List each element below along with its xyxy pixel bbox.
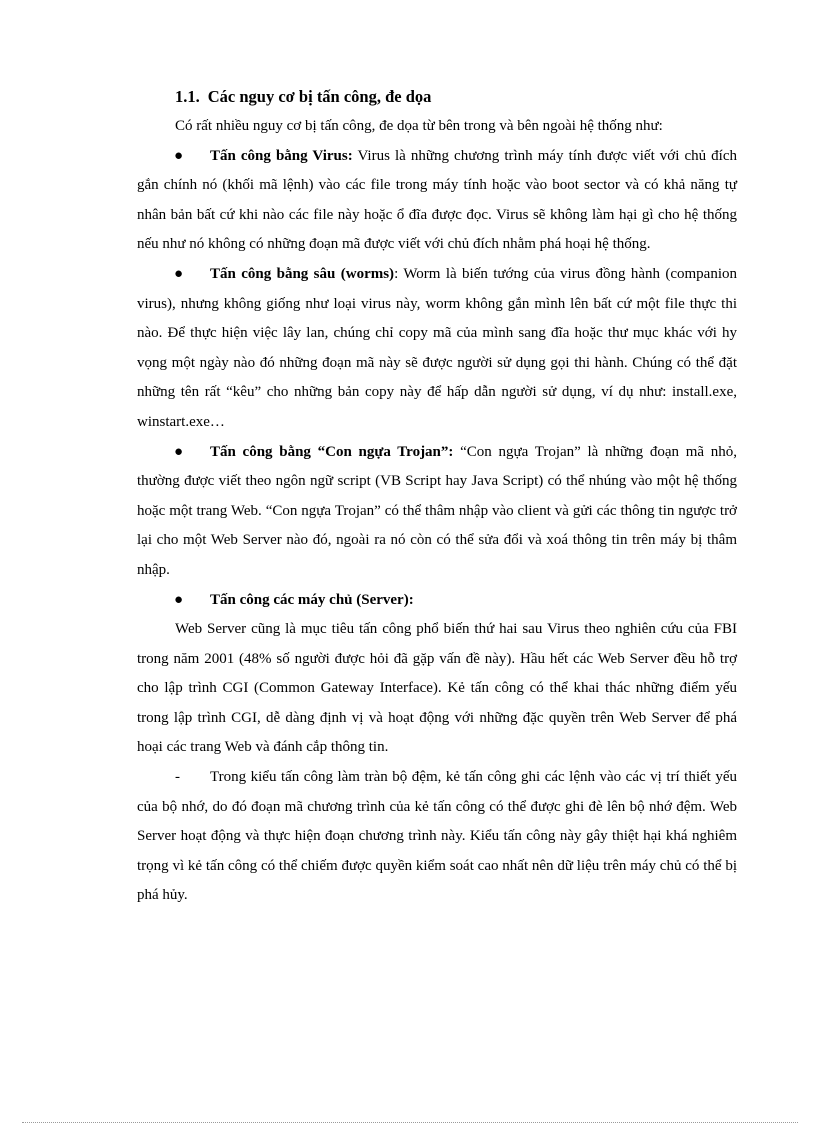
bullet-term: Tấn công bằng sâu (worms): [210, 265, 395, 282]
dash-item: [137, 763, 737, 911]
bullet-dot: ●: [174, 591, 184, 608]
bullet-trojan: [137, 438, 737, 586]
bullet-term: Tấn công bằng Virus:: [210, 147, 353, 164]
server-paragraph: Web Server cũng là mục tiêu tấn công phổ biến thứ hai sau Virus theo nghiên cứu của FBI trong năm 2001 (48% số người được hỏi đã gặp vấn đề này). Hầu hết các Web Server đều hỗ trợ cho lập trình CGI (Common Gateway Interface). Kẻ tấn công có thể khai thác những điểm yếu trong lập trình CGI, dễ dàng định vị và hoạt động với những đặc quyền trên Web Server để phá hoại các trang Web và đánh cắp thông tin.: [137, 621, 737, 756]
bullet-dot: ●: [174, 265, 184, 282]
section-number: 1.1.: [175, 87, 200, 106]
bullet-dot: ●: [174, 147, 184, 164]
section-heading: [175, 84, 737, 110]
bullet-virus: [137, 142, 737, 260]
dash-mark: -: [175, 769, 180, 786]
bullet-worms: [137, 260, 737, 438]
dash-text: Trong kiểu tấn công làm tràn bộ đệm, kẻ tấn công ghi các lệnh vào các vị trí thiết yếu của bộ nhớ, do đó đoạn mã chương trình của kẻ tấn công có thể được ghi đè lên bộ nhớ đệm. Web Server hoạt động và thực hiện đoạn chương trình này. Kiểu tấn công này gây thiệt hại khá nghiêm trọng vì kẻ tấn công có thể chiếm được quyền kiểm soát cao nhất nên dữ liệu trên máy chủ có thể bị phá hủy.: [137, 769, 737, 904]
bullet-term: Tấn công bằng “Con ngựa Trojan”:: [210, 443, 454, 460]
bullet-dot: ●: [174, 443, 184, 460]
intro-paragraph: Có rất nhiều nguy cơ bị tấn công, đe dọa từ bên trong và bên ngoài hệ thống như:: [175, 118, 663, 134]
section-title: Các nguy cơ bị tấn công, đe dọa: [207, 87, 432, 106]
bullet-server: [137, 586, 737, 616]
bullet-term: Tấn công các máy chủ (Server):: [210, 591, 414, 608]
bullet-text: Virus là những chương trình máy tính được viết với chủ đích gắn chính nó (khối mã lệnh) vào các file trong máy tính hoặc vào boot sector và có khả năng tự nhân bản bất cứ khi nào các file này hoặc ổ đĩa được đọc. Virus sẽ không làm hại gì cho hệ thống nếu như nó không có những đoạn mã được viết với chủ đích nhằm phá hoại hệ thống.: [137, 147, 737, 253]
bullet-text: : Worm là biến tướng của virus đồng hành (companion virus), nhưng không giống như loại virus này, worm không gắn mình lên bất cứ một file thực thi nào. Để thực hiện việc lây lan, chúng chỉ copy mã của mình sang đĩa hoặc thư mục khác với hy vọng một ngày nào đó những đoạn mã này sẽ được người sử dụng gọi thi hành. Chúng có thể đặt những tên rất “kêu” cho những bản copy này để hấp dẫn người sử dụng, ví dụ như: install.exe, winstart.exe…: [137, 265, 738, 430]
bullet-text: “Con ngựa Trojan” là những đoạn mã nhỏ, thường được viết theo ngôn ngữ script (VB Script hay Java Script) có thể nhúng vào một hệ thống hoặc một trang Web. “Con ngựa Trojan” có thể thâm nhập vào client và gửi các thông tin ngược trở lại cho một Web Server nào đó, ngoài ra nó còn có thể sửa đổi và xoá thông tin trên máy bị thâm nhập.: [137, 443, 738, 578]
document-page: [137, 84, 737, 911]
